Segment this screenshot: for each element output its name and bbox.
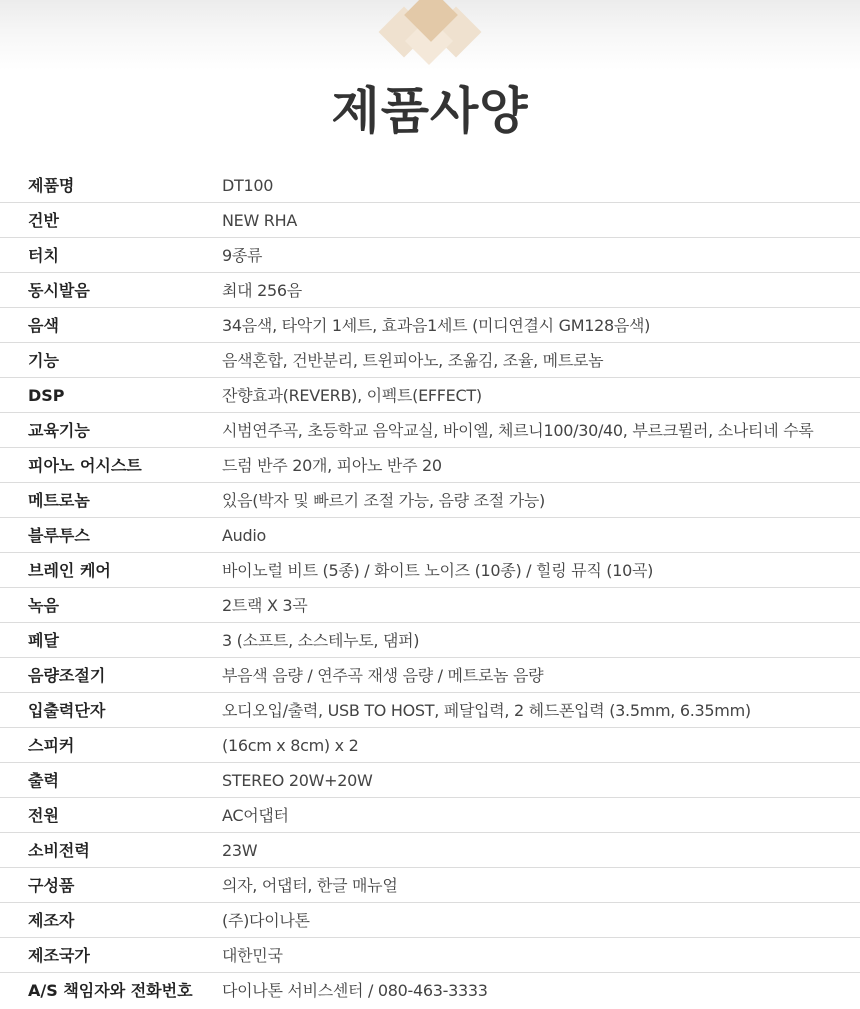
spec-value: 다이나톤 서비스센터 / 080-463-3333 (222, 981, 488, 1000)
spec-row (0, 658, 860, 693)
spec-value: 부음색 음량 / 연주곡 재생 음량 / 메트로놈 음량 (222, 666, 544, 685)
spec-label: DSP (28, 386, 65, 405)
spec-row (0, 798, 860, 833)
spec-label: 메트로놈 (28, 491, 90, 510)
spec-row (0, 973, 860, 1008)
spec-row (0, 938, 860, 973)
spec-label: 피아노 어시스트 (28, 456, 142, 475)
spec-label: 브레인 케어 (28, 561, 111, 580)
spec-value: (16cm x 8cm) x 2 (222, 736, 359, 755)
spec-value: 드럼 반주 20개, 피아노 반주 20 (222, 456, 442, 475)
spec-label: 소비전력 (28, 841, 90, 860)
spec-value: AC어댑터 (222, 806, 289, 825)
spec-row (0, 448, 860, 483)
spec-row (0, 483, 860, 518)
spec-value: 바이노럴 비트 (5종) / 화이트 노이즈 (10종) / 힐링 뮤직 (10곡) (222, 561, 654, 580)
spec-label: 녹음 (28, 596, 59, 615)
spec-row (0, 273, 860, 308)
spec-table (0, 168, 860, 1008)
spec-row (0, 168, 860, 203)
spec-row (0, 343, 860, 378)
spec-label: 출력 (28, 771, 59, 790)
spec-row (0, 693, 860, 728)
spec-row (0, 833, 860, 868)
spec-row (0, 623, 860, 658)
spec-label: 음색 (28, 316, 59, 335)
spec-value: 34음색, 타악기 1세트, 효과음1세트 (미디연결시 GM128음색) (222, 316, 651, 335)
spec-row (0, 763, 860, 798)
spec-label: 구성품 (28, 876, 75, 895)
spec-label: 입출력단자 (28, 701, 106, 720)
spec-label: 음량조절기 (28, 666, 106, 685)
spec-row (0, 868, 860, 903)
spec-label: 제조국가 (28, 946, 90, 965)
spec-row (0, 518, 860, 553)
spec-value: 시범연주곡, 초등학교 음악교실, 바이엘, 체르니100/30/40, 부르크뮐러, 소나티네 수록 (222, 421, 814, 440)
spec-value: 3 (소프트, 소스테누토, 댐퍼) (222, 631, 420, 650)
spec-value: 2트랙 X 3곡 (222, 596, 308, 615)
spec-row (0, 903, 860, 938)
spec-label: 블루투스 (28, 526, 90, 545)
spec-value: 의자, 어댑터, 한글 매뉴얼 (222, 876, 398, 895)
spec-value: STEREO 20W+20W (222, 771, 373, 790)
spec-value: 최대 256음 (222, 281, 302, 300)
spec-row (0, 413, 860, 448)
spec-label: 동시발음 (28, 281, 90, 300)
spec-row (0, 553, 860, 588)
spec-label: 교육기능 (28, 421, 90, 440)
spec-row (0, 308, 860, 343)
spec-value: 9종류 (222, 246, 263, 265)
spec-value: DT100 (222, 176, 274, 195)
spec-value: 음색혼합, 건반분리, 트윈피아노, 조옮김, 조율, 메트로놈 (222, 351, 604, 370)
spec-value: (주)다이나톤 (222, 911, 310, 930)
spec-value: 잔향효과(REVERB), 이펙트(EFFECT) (222, 386, 482, 405)
spec-row (0, 588, 860, 623)
spec-label: 페달 (28, 631, 59, 650)
page-title: 제품사양 (331, 82, 529, 140)
spec-label: 제품명 (28, 176, 75, 195)
spec-value: Audio (222, 526, 266, 545)
spec-label: 전원 (28, 806, 59, 825)
spec-label: 건반 (28, 211, 59, 230)
spec-value: 23W (222, 841, 258, 860)
spec-row (0, 238, 860, 273)
spec-value: 대한민국 (222, 946, 283, 965)
spec-value: 오디오입/출력, USB TO HOST, 페달입력, 2 헤드폰입력 (3.5mm, 6.35mm) (222, 701, 751, 720)
spec-label: A/S 책임자와 전화번호 (28, 981, 193, 1000)
spec-label: 스피커 (28, 736, 75, 755)
spec-row (0, 728, 860, 763)
spec-label: 터치 (28, 246, 59, 265)
spec-value: 있음(박자 및 빠르기 조절 가능, 음량 조절 가능) (222, 491, 545, 510)
spec-row (0, 378, 860, 413)
spec-value: NEW RHA (222, 211, 297, 230)
spec-row (0, 203, 860, 238)
spec-label: 기능 (28, 351, 59, 370)
spec-label: 제조자 (28, 911, 75, 930)
